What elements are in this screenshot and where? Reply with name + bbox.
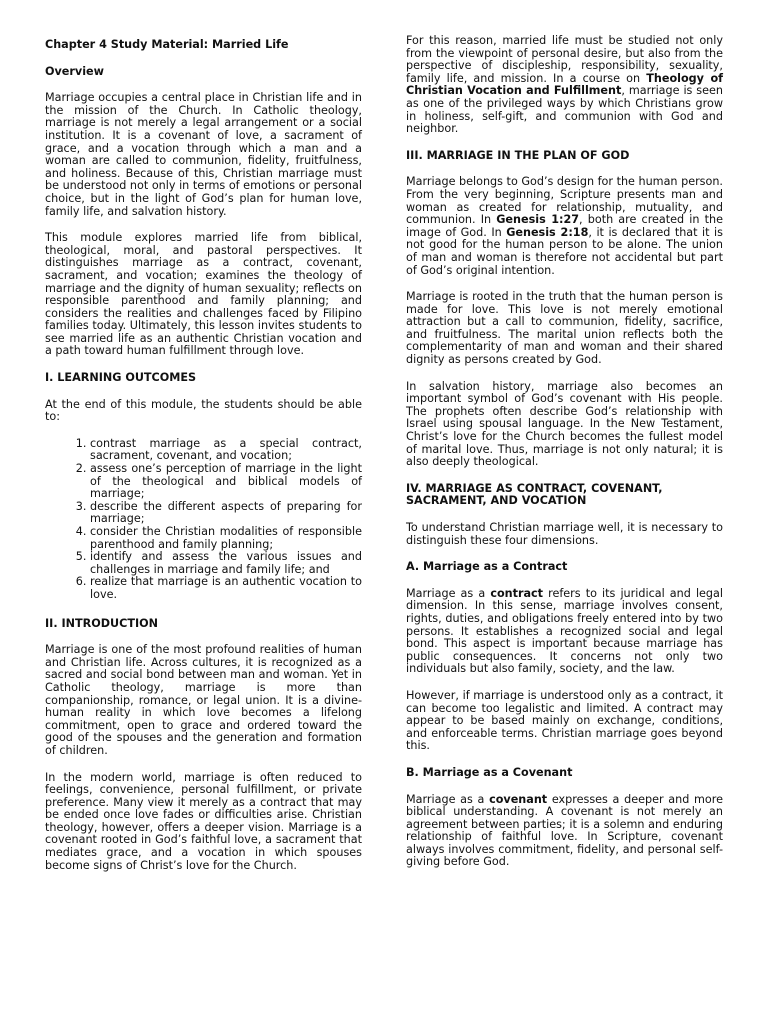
vocation-paragraph — [406, 35, 723, 136]
overview-heading: Overview — [45, 64, 104, 78]
outcome-item: 1. contrast marriage as a special contract, sacrament, covenant, and vocation; — [90, 438, 362, 463]
plan-of-god-heading: III. MARRIAGE IN THE PLAN OF GOD — [406, 148, 630, 162]
text-run: Marriage as a — [406, 586, 491, 600]
document-title: Chapter 4 Study Material: Married Life — [45, 38, 289, 51]
overview-paragraph-1: Marriage occupies a central place in Christian life and in the mission of the Church. In Catholic theology, marriage is not merely a legal arrangement or a social institution. It is a covenant of love, a sacrament of grace, and a vocation through which a man and a woman are called to communion, fidelity, fruitfulness, and holiness. Because of this, Christian marriage must be understood not only in terms of emotions or personal choice, but in the light of God’s plan for human love, family life, and salvation history. — [45, 91, 362, 218]
right-column — [406, 35, 723, 883]
text-run: Marriage as a — [406, 792, 490, 806]
learning-outcomes-list — [45, 438, 362, 602]
scripture-reference: Genesis 2:18 — [506, 225, 589, 239]
introduction-heading: II. INTRODUCTION — [45, 616, 159, 630]
learning-outcomes-heading: I. LEARNING OUTCOMES — [45, 371, 197, 385]
text-run: refers to its juridical and legal dimension. In this sense, marriage involves consent, rights, duties, and obligations freely entered into by two persons. It establishes a recognized social and legal bond. This aspect is important because marriage has public consequences. It concerns not only two individuals but also family, society, and the law. — [406, 586, 723, 676]
contract-heading: A. Marriage as a Contract — [406, 560, 568, 574]
left-column — [45, 35, 362, 886]
outcome-item: 2. assess one’s perception of marriage in the light of the theological and biblical models of marriage; — [90, 463, 362, 501]
dimensions-intro: To understand Christian marriage well, it is necessary to distinguish these four dimensions. — [406, 521, 723, 547]
covenant-paragraph-1 — [406, 794, 723, 870]
dimensions-heading: IV. MARRIAGE AS CONTRACT, COVENANT, SACRAMENT, AND VOCATION — [406, 481, 663, 508]
overview-paragraph-2: This module explores married life from biblical, theological, moral, and pastoral perspectives. It distinguishes marriage as a contract, covenant, sacrament, and vocation; examines the theology of marriage and the dignity of human sexuality; reflects on responsible parenthood and family planning; and considers the realities and challenges faced by Filipino families today. Ultimately, this lesson invites students to see married life as an authentic Christian vocation and a path toward human fulfillment through love. — [45, 231, 362, 358]
term-emphasis: covenant — [489, 792, 548, 806]
outcome-item: 4. consider the Christian modalities of responsible parenthood and family planning; — [90, 526, 362, 551]
plan-paragraph-1 — [406, 176, 723, 277]
plan-paragraph-2: Marriage is rooted in the truth that the human person is made for love. This love is not merely emotional attraction but a call to communion, fidelity, sacrifice, and fruitfulness. The marital union reflects both the complementarity of man and woman and their shared dignity as persons created by God. — [406, 290, 723, 367]
text-run: Marriage belongs to God’s design for the human person. From the very beginning, Scripture presents man and woman as created for relationship, mutuality, and communion. In — [406, 175, 723, 227]
contract-paragraph-2: However, if marriage is understood only as a contract, it can become too legalistic and limited. A contract may appear to be based mainly on exchange, conditions, and enforceable terms. Christian marriage goes beyond this. — [406, 688, 723, 753]
introduction-paragraph-2: In the modern world, marriage is often reduced to feelings, convenience, personal fulfillment, or private preference. Many view it merely as a contract that may be ended once love fades or difficulties arise. Christian theology, however, offers a deeper vision. Marriage is a covenant rooted in God’s faithful love, a sacrament that mediates grace, and a vocation in which spouses become signs of Christ’s love for the Church. — [45, 770, 362, 872]
introduction-paragraph-1: Marriage is one of the most profound realities of human and Christian life. Across cultures, it is recognized as a sacred and social bond between man and woman. Yet in Catholic theology, marriage is more than companionship, romance, or legal union. It is a divine-human reality in which love becomes a lifelong commitment, open to grace and ordered toward the good of the spouses and the generation and formation of children. — [45, 643, 362, 757]
covenant-heading: B. Marriage as a Covenant — [406, 765, 573, 779]
text-run: , both are created in the image of God. In — [406, 213, 724, 239]
plan-paragraph-3: In salvation history, marriage also becomes an important symbol of God’s covenant with His people. The prophets often describe God’s relationship with Israel using spousal language. In the New Testament, Christ’s love for the Church becomes the fullest model of marital love. Thus, marriage is not only natural; it is also deeply theological. — [406, 379, 723, 469]
text-run: expresses a deeper and more biblical understanding. A covenant is not merely an agreement between parties; it is a solemn and enduring relationship of faithful love. In Scripture, covenant always involves commitment, fidelity, and personal self-giving before God. — [406, 792, 723, 869]
learning-outcomes-intro: At the end of this module, the students should be able to: — [45, 397, 362, 424]
course-title-emphasis: Theology of Christian Vocation and Fulfillment — [406, 71, 724, 98]
text-run: For this reason, married life must be studied not only from the viewpoint of personal desire, but also from the perspective of discipleship, responsibility, sexuality, family life, and mission. In a course on — [406, 34, 723, 85]
contract-paragraph-1 — [406, 588, 723, 676]
outcome-item: 3. describe the different aspects of preparing for marriage; — [90, 501, 362, 526]
text-run: , it is declared that it is not good for the human person to be alone. The union of man and woman is therefore not accidental but part of God’s original intention. — [406, 225, 723, 277]
text-run: , marriage is seen as one of the privileged ways by which Christians grow in holiness, self-gift, and communion with God and neighbor. — [406, 84, 723, 136]
term-emphasis: contract — [490, 586, 543, 600]
scripture-reference: Genesis 1:27 — [496, 213, 580, 227]
outcome-item: 6. realize that marriage is an authentic vocation to love. — [90, 576, 362, 601]
outcome-item: 5. identify and assess the various issues and challenges in marriage and family life; and — [90, 551, 362, 576]
